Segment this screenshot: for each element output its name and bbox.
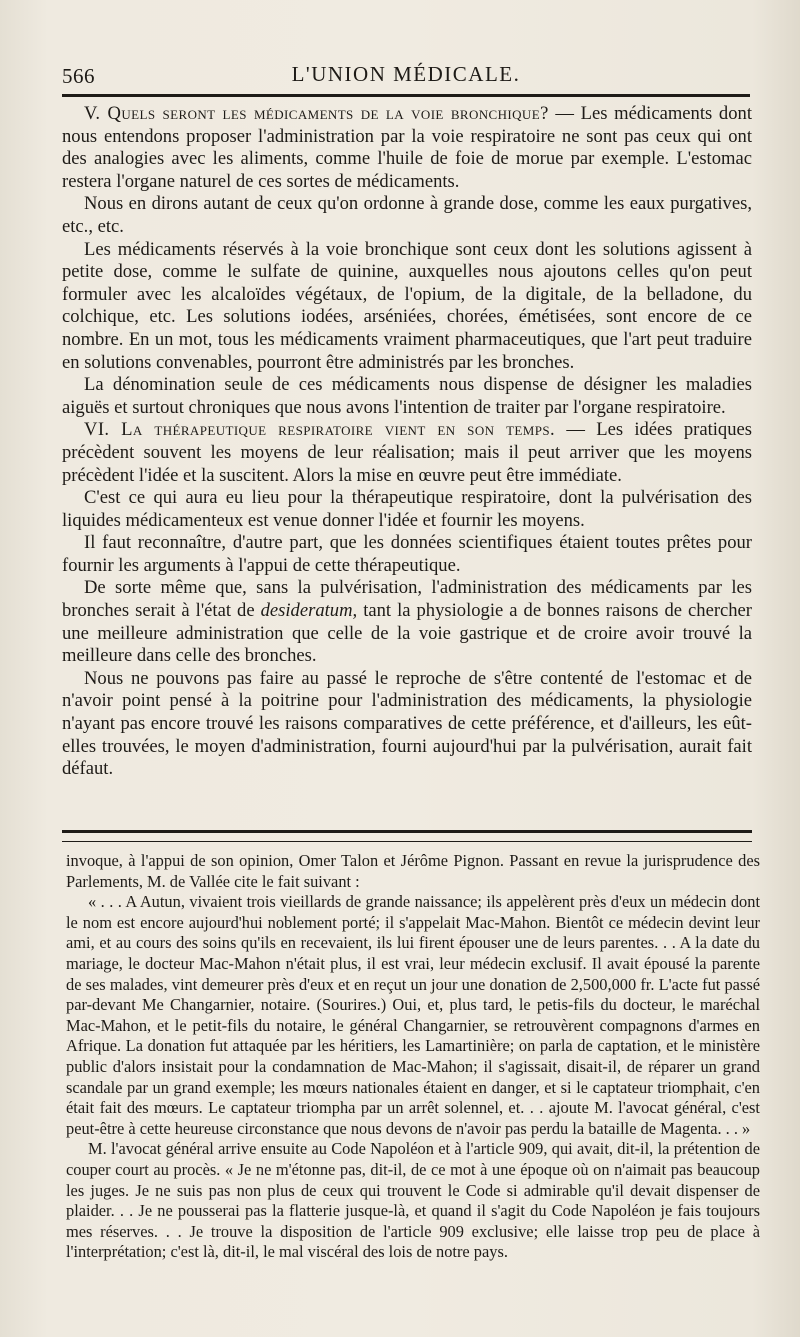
paragraph: La dénomination seule de ces médicaments nous dispense de désigner les maladies aiguës et surtout chroniques que nous avons l'intention de traiter par l'organe respiratoire. — [62, 374, 752, 418]
feuilleton-paragraph: invoque, à l'appui de son opinion, Omer Talon et Jérôme Pignon. Passant en revue la jurisprudence des Parlements, M. de Vallée cite le fait suivant : — [66, 851, 760, 891]
page-header — [62, 60, 750, 90]
section-vi-title: VI. La thérapeutique respiratoire vient en son temps. — [84, 419, 556, 441]
page-number: 566 — [62, 64, 95, 88]
running-head: L'UNION MÉDICALE. — [291, 62, 521, 86]
feuilleton-column — [66, 851, 760, 1263]
feuilleton-paragraph: M. l'avocat général arrive ensuite au Code Napoléon et à l'article 909, qui avait, dit-il, la prétention de couper court au procès. « Je ne m'étonne pas, dit-il, de ce mot à une époque où on n'aimait pas beaucoup les juges. Je ne suis pas non plus de ceux qui trouvent le Code si admirable qu'il devait dispenser de plaider. . . Je ne pousserai pas la flatterie jusque-là, et quand il s'agit du Code Napoléon je fais toujours mes réserves. . . Je trouve la disposition de l'article 909 exclusive; elle laisse trop peu de place à l'interprétation; c'est là, dit-il, le mal viscéral des lois de notre pays. — [66, 1139, 760, 1262]
feuilleton-paragraph: « . . . A Autun, vivaient trois vieillards de grande naissance; ils appelèrent près d'eux un médecin dont le nom est encore aujourd'hui noblement porté; il s'appelait Mac-Mahon. Bientôt ce médecin devint leur ami, et au cours des soins qu'ils en recevaient, ils lui firent épouser une de leurs parentes. . . A la date du mariage, le docteur Mac-Mahon n'était plus, il est vrai, leur médecin exclusif. Il avait épousé la parente de ses malades, vint demeurer près d'eux et en reçut un jour une donation de 2,500,000 fr. L'acte fut passé par-devant Me Changarnier, notaire. (Sourires.) Oui, et, plus tard, le petis-fils du docteur, le maréchal Mac-Mahon, et le petit-fils du notaire, le général Changarnier, se retrouvèrent compagnons d'armes en Afrique. La donation fut attaquée par les héritiers, les Lamartinière; on parla de captation, et le ministère public d'alors insistait pour la condamnation de Mac-Mahon; il s'agissait, disait-il, de réparer un grand scandale par un grand exemple; les mœurs nationales étaient en danger, et si le captateur triomphait, c'en était fait des mœurs. Le captateur triompha par un arrêt solennel, et. . . ajoute M. l'avocat général, c'est peut-être à cette heureuse circonstance que nous devons de n'avoir pas perdu la bataille de Magenta. . . » — [66, 892, 760, 1138]
paragraph: C'est ce qui aura eu lieu pour la thérapeutique respiratoire, dont la pulvérisation des liquides médicamenteux est venue donner l'idée et fournir les moyens. — [62, 487, 752, 531]
paragraph: Nous en dirons autant de ceux qu'on ordonne à grande dose, comme les eaux purgatives, etc., etc. — [62, 193, 752, 237]
text-run: De sorte même que, sans la pulvérisation, l'administration des médicaments par les bronches serait à l'état de — [62, 577, 752, 622]
paragraph: Les médicaments réservés à la voie bronchique sont ceux dont les solutions agissent à petite dose, comme le sulfate de quinine, auxquelles nous ajoutons celles qu'on peut formuler avec les alcaloïdes végétaux, de l'opium, de la digitale, de la belladone, du colchique, etc. Les solutions iodées, arséniées, chorées, émétisées, sont encore de ce nombre. En un mot, tous les médicaments vraiment pharmaceutiques, que l'art peut traduire en solutions convenables, pourront être administrés par les bronches. — [62, 238, 752, 373]
section-v-paragraph — [62, 103, 752, 193]
section-vi-text: — Les idées pratiques précèdent souvent les moyens de leur réalisation; mais il peut arriver que les moyens précèdent l'idée et la suscitent. Alors la mise en œuvre peut être immédiate. — [62, 419, 752, 486]
paragraph: Il faut reconnaître, d'autre part, que les données scientifiques étaient toutes prêtes pour fournir les arguments à l'appui de cette thérapeutique. — [62, 532, 752, 576]
section-vi-paragraph — [62, 419, 752, 487]
section-v-text: — Les médicaments dont nous entendons proposer l'administration par la voie respiratoire ne sont pas ceux qui ont des analogies avec les aliments, comme l'huile de foie de morue par exemple. L'estomac restera l'organe naturel de ces sortes de médicaments. — [62, 103, 752, 192]
header-rule — [62, 94, 750, 97]
italic-term: desideratum, — [260, 600, 358, 622]
feuilleton-separator — [62, 830, 752, 842]
section-v-title: V. Quels seront les médicaments de la voie bronchique? — [84, 103, 549, 124]
paragraph: Nous ne pouvons pas faire au passé le reproche de s'être contenté de l'estomac et de n'avoir point pensé à la poitrine pour l'administration des médicaments, la physiologie n'ayant pas encore trouvé les raisons comparatives de cette préférence, et d'ailleurs, les eût-elles trouvées, le moyen d'administration, fourni aujourd'hui par la pulvérisation, aurait fait défaut. — [62, 667, 752, 780]
main-article — [62, 103, 752, 781]
text-run: tant la physiologie a de bonnes raisons de chercher une meilleure administration que celle de la voie gastrique et de croire avoir trouvé la meilleure dans celle des bronches. — [62, 600, 753, 667]
paragraph — [62, 577, 752, 667]
